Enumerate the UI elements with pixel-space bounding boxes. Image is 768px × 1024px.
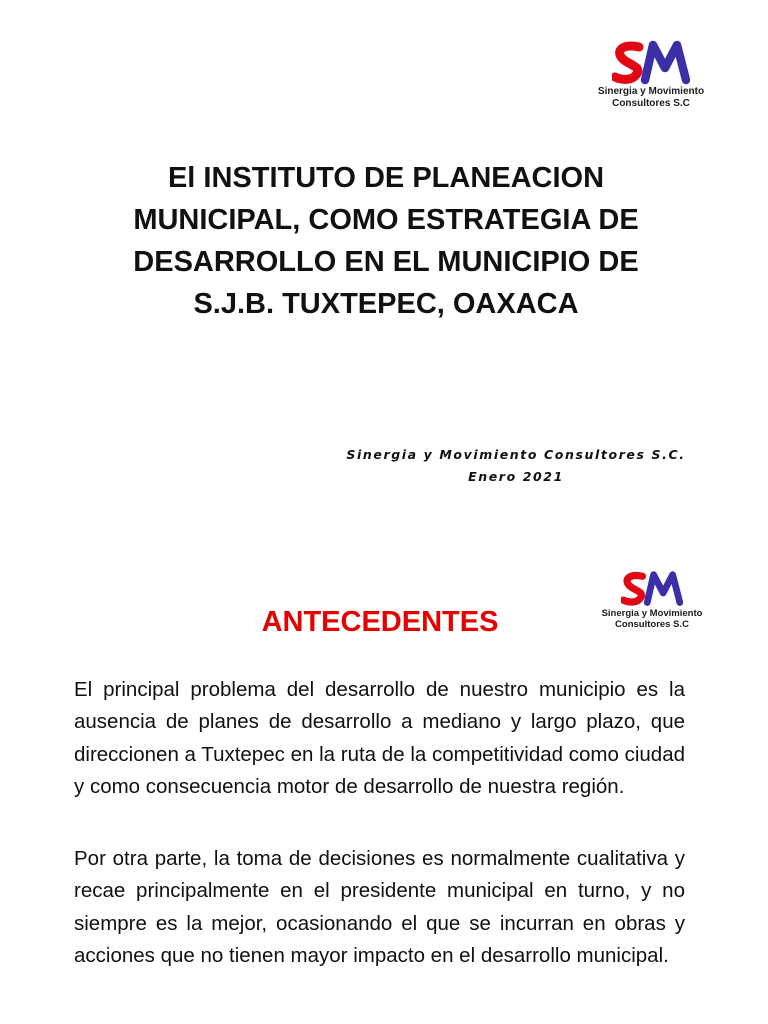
author-organization: Sinergia y Movimiento Consultores S.C. (346, 447, 686, 462)
title-line-1: El INSTITUTO DE PLANEACION (167, 162, 605, 194)
logo-text-line1: Sinergia y Movimiento (601, 608, 703, 619)
logo-text-line1: Sinergia y Movimiento (597, 86, 705, 97)
author-date: Enero 2021 (468, 469, 564, 484)
company-logo-secondary (592, 570, 712, 630)
company-logo (586, 40, 716, 110)
logo-text-line2: Consultores S.C (615, 619, 689, 630)
author-block (300, 444, 732, 488)
section-heading: ANTECEDENTES (261, 606, 499, 638)
document-title (88, 157, 684, 325)
sm-logo-icon (612, 40, 690, 86)
title-line-2: MUNICIPAL, COMO ESTRATEGIA DE (133, 204, 639, 236)
paragraph: El principal problema del desarrollo de nuestro municipio es la ausencia de planes de desarrollo a mediano y largo plazo, que direccionen a Tuxtepec en la ruta de la competitividad como ciudad y como consecuencia motor de desarrollo de nuestra región. (74, 678, 685, 798)
title-line-3: DESARROLLO EN EL MUNICIPIO DE (133, 246, 639, 278)
sm-logo-icon (621, 570, 683, 608)
logo-text-line2: Consultores S.C (612, 98, 690, 109)
title-line-4: S.J.B. TUXTEPEC, OAXACA (193, 288, 579, 320)
paragraph: Por otra parte, la toma de decisiones es normalmente cualitativa y recae principalmente en el presidente municipal en turno, y no siempre es la mejor, ocasionando el que se incurran en obras y acciones que no tienen mayor impacto en el desarrollo municipal. (74, 847, 685, 967)
